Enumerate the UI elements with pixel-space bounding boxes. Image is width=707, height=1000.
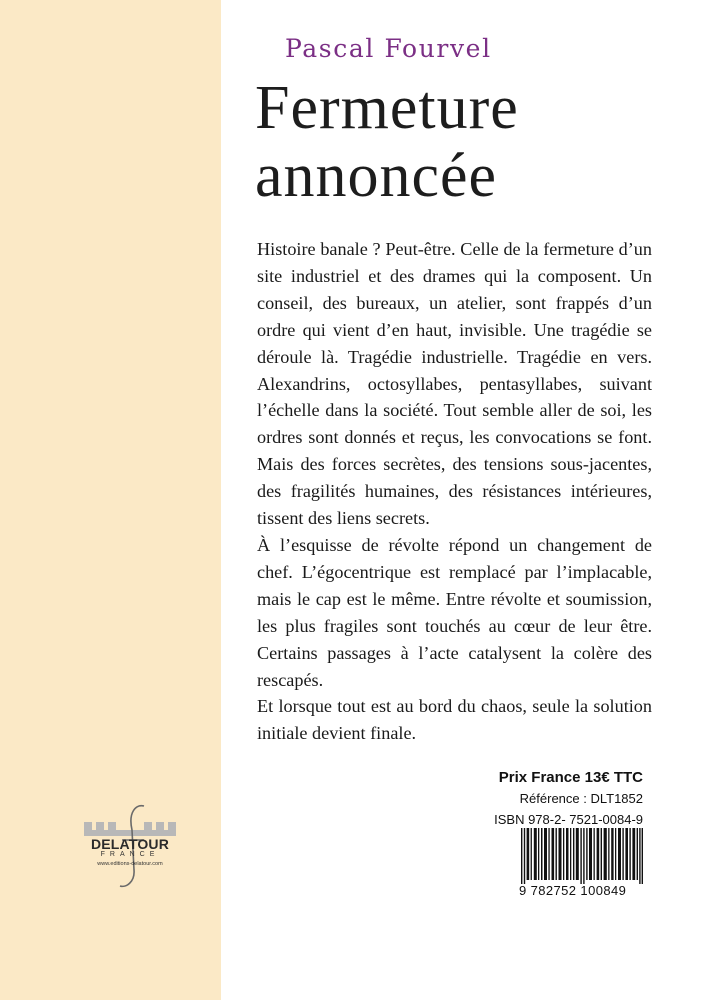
book-title: [255, 74, 519, 210]
blurb-paragraph-2: À l’esquisse de révolte répond un changement de chef. L’égocentrique est remplacé par l’implacable, mais le cap est le même. Entre révolte et soumission, les plus fragiles sont touchés au cœur de leur être. Certains passages à l’acte catalysent la colère des rescapés.: [257, 534, 652, 690]
title-line-1: Fermeture: [255, 74, 519, 142]
author-name: Pascal Fourvel: [285, 34, 492, 63]
reference-label: Référence : DLT1852: [519, 791, 643, 806]
barcode-icon: [521, 828, 643, 884]
publisher-name: DELATOUR: [90, 836, 170, 852]
blurb-text: [257, 236, 652, 747]
isbn-label: ISBN 978-2- 7521-0084-9: [494, 812, 643, 827]
title-line-2: annoncée: [255, 142, 498, 210]
barcode-number: 9 782752 100849: [519, 883, 627, 898]
book-meta: [494, 768, 643, 830]
blurb-paragraph-1: Histoire banale ? Peut-être. Celle de la fermeture d’un site industriel et des drames qui la composent. Un conseil, des bureaux, un atelier, sont frappés d’un ordre qui vient d’en haut, invisible. Une tragédie se déroule là. Tragédie industrielle. Tragédie en vers. Alexandrins, octosyllabes, pentasyllabes, suivant l’échelle dans la société. Tout semble aller de soi, les ordres sont donnés et reçus, les convocations se font. Mais des forces secrètes, des tensions sous-jacentes, des fragilités humaines, des résistances intérieures, tissent des liens secrets.: [257, 239, 652, 529]
publisher-country: FRANCE: [100, 851, 160, 858]
publisher-url: www.editions-delatour.com: [97, 861, 163, 867]
price-label: Prix France 13€ TTC: [498, 769, 643, 786]
blurb-paragraph-3: Et lorsque tout est au bord du chaos, seule la solution initiale devient finale.: [257, 696, 652, 744]
